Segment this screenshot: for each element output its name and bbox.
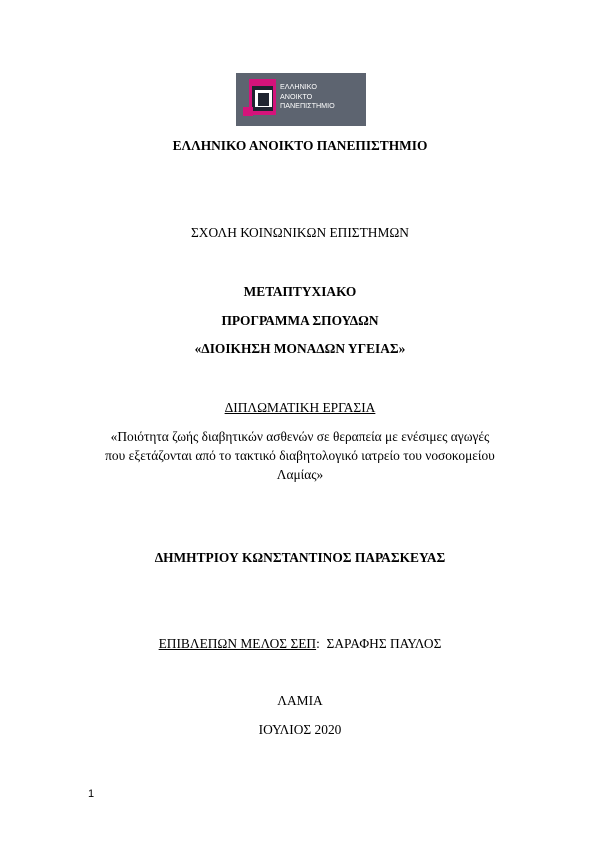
city: ΛΑΜΙΑ	[277, 693, 323, 708]
university-logo	[236, 73, 366, 126]
thesis-title-line-2: που εξετάζονται από το τακτικό διαβητολογικό ιατρείο του νοσοκομείου	[105, 448, 495, 463]
program-line-2: ΠΡΟΓΡΑΜΜΑ ΣΠΟΥΔΩΝ	[221, 313, 379, 328]
supervisor-line	[0, 636, 600, 652]
thesis-label: ΔΙΠΛΩΜΑΤΙΚΗ ΕΡΓΑΣΙΑ	[224, 400, 376, 415]
supervisor-label: ΕΠΙΒΛΕΠΩΝ ΜΕΛΟΣ ΣΕΠ	[158, 636, 317, 651]
program-line-3: «ΔΙΟΙΚΗΣΗ ΜΟΝΑΔΩΝ ΥΓΕΙΑΣ»	[194, 341, 406, 356]
program-line-1: ΜΕΤΑΠΤΥΧΙΑΚΟ	[243, 284, 357, 299]
date: ΙΟΥΛΙΟΣ 2020	[258, 722, 342, 737]
logo-line-2: ΑΝΟΙΚΤΟ	[280, 91, 313, 101]
supervisor-name: ΣΑΡΑΦΗΣ ΠΑΥΛΟΣ	[326, 636, 442, 651]
logo-line-1: ΕΛΛΗΝΙΚΟ	[280, 82, 317, 91]
thesis-title-line-1: «Ποιότητα ζωής διαβητικών ασθενών σε θεραπεία με ενέσιμες αγωγές	[110, 429, 490, 444]
thesis-title-line-3: Λαμίας»	[276, 467, 324, 482]
logo-text	[280, 82, 364, 111]
page-number: 1	[88, 788, 95, 800]
supervisor-separator: :	[316, 636, 320, 651]
school-name: ΣΧΟΛΗ ΚΟΙΝΩΝΙΚΩΝ ΕΠΙΣΤΗΜΩΝ	[191, 225, 409, 240]
university-name: ΕΛΛΗΝΙΚΟ ΑΝΟΙΚΤΟ ΠΑΝΕΠΙΣΤΗΜΙΟ	[172, 138, 428, 153]
logo-line-3: ΠΑΝΕΠΙΣΤΗΜΙΟ	[280, 101, 335, 111]
author-name: ΔΗΜΗΤΡΙΟΥ ΚΩΝΣΤΑΝΤΙΝΟΣ ΠΑΡΑΣΚΕΥΑΣ	[154, 550, 446, 565]
